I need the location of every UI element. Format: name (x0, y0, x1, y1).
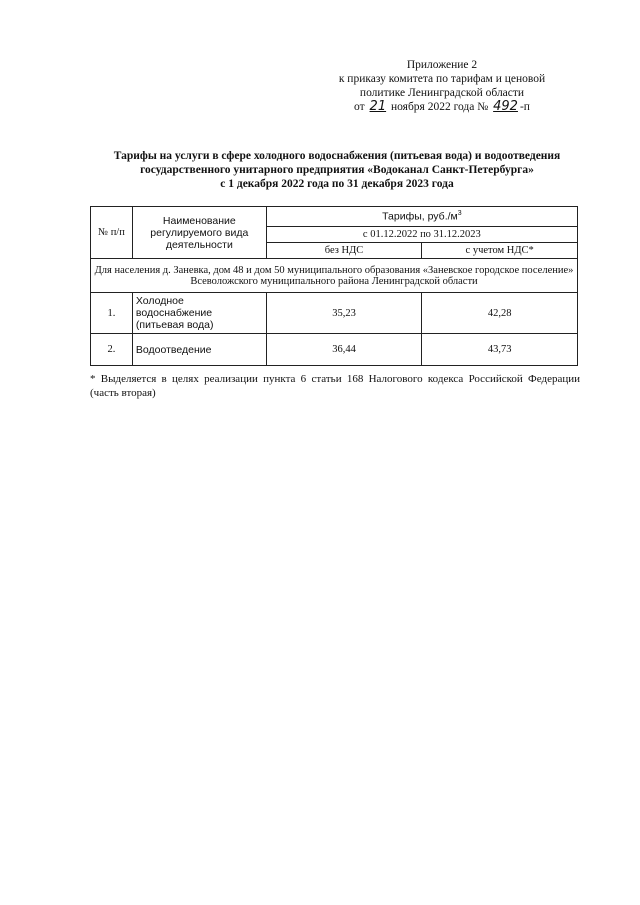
footnote: * Выделяется в целях реализации пункта 6 статьи 168 Налогового кодекса Российской Федерации (часть вторая) (90, 373, 580, 399)
date-rest: ноября 2022 года № (390, 101, 489, 113)
header-activity: Наименование регулируемого вида деятельности (132, 207, 266, 259)
document-title (92, 149, 582, 191)
number-suffix: -п (519, 101, 530, 113)
table-header-row (91, 207, 578, 227)
row-with-vat: 43,73 (422, 334, 578, 366)
date-day-handwritten: 21 (369, 99, 387, 114)
appendix-order-line: к приказу комитета по тарифам и ценовой (338, 73, 546, 85)
header-period: с 01.12.2022 по 31.12.2023 (266, 227, 577, 243)
title-line-1: Тарифы на услуги в сфере холодного водоснабжения (питьевая вода) и водоотведения (113, 150, 561, 162)
row-activity: Холодное водоснабжение (питьевая вода) (132, 293, 266, 334)
appendix-committee-line: политике Ленинградской области (359, 87, 525, 99)
table-row (91, 334, 578, 366)
appendix-date-line (312, 100, 572, 114)
header-with-vat: с учетом НДС* (422, 243, 578, 259)
header-num: № п/п (91, 207, 133, 259)
appendix-header (312, 58, 572, 114)
row-with-vat: 42,28 (422, 293, 578, 334)
header-tariffs: Тарифы, $руб./м^3$ (266, 207, 577, 227)
date-prefix: от (354, 101, 365, 113)
row-no-vat: 35,23 (266, 293, 422, 334)
row-num: 1. (91, 293, 133, 334)
row-activity: Водоотведение (132, 334, 266, 366)
header-no-vat: без НДС (266, 243, 422, 259)
title-line-3: с 1 декабря 2022 года по 31 декабря 2023 года (220, 178, 454, 190)
appendix-title: Приложение 2 (406, 59, 478, 71)
title-line-2: государственного унитарного предприятия «Водоканал Санкт-Петербурга» (140, 164, 534, 176)
group-label: Для населения д. Заневка, дом 48 и дом 50 муниципального образования «Заневское городское поселение» Всеволожского муниципального района Ленинградской области (91, 259, 578, 293)
doc-number-handwritten: 492 (493, 99, 518, 114)
table-row (91, 293, 578, 334)
table-group-row (91, 259, 578, 293)
row-no-vat: 36,44 (266, 334, 422, 366)
tariff-table (90, 206, 578, 366)
row-num: 2. (91, 334, 133, 366)
